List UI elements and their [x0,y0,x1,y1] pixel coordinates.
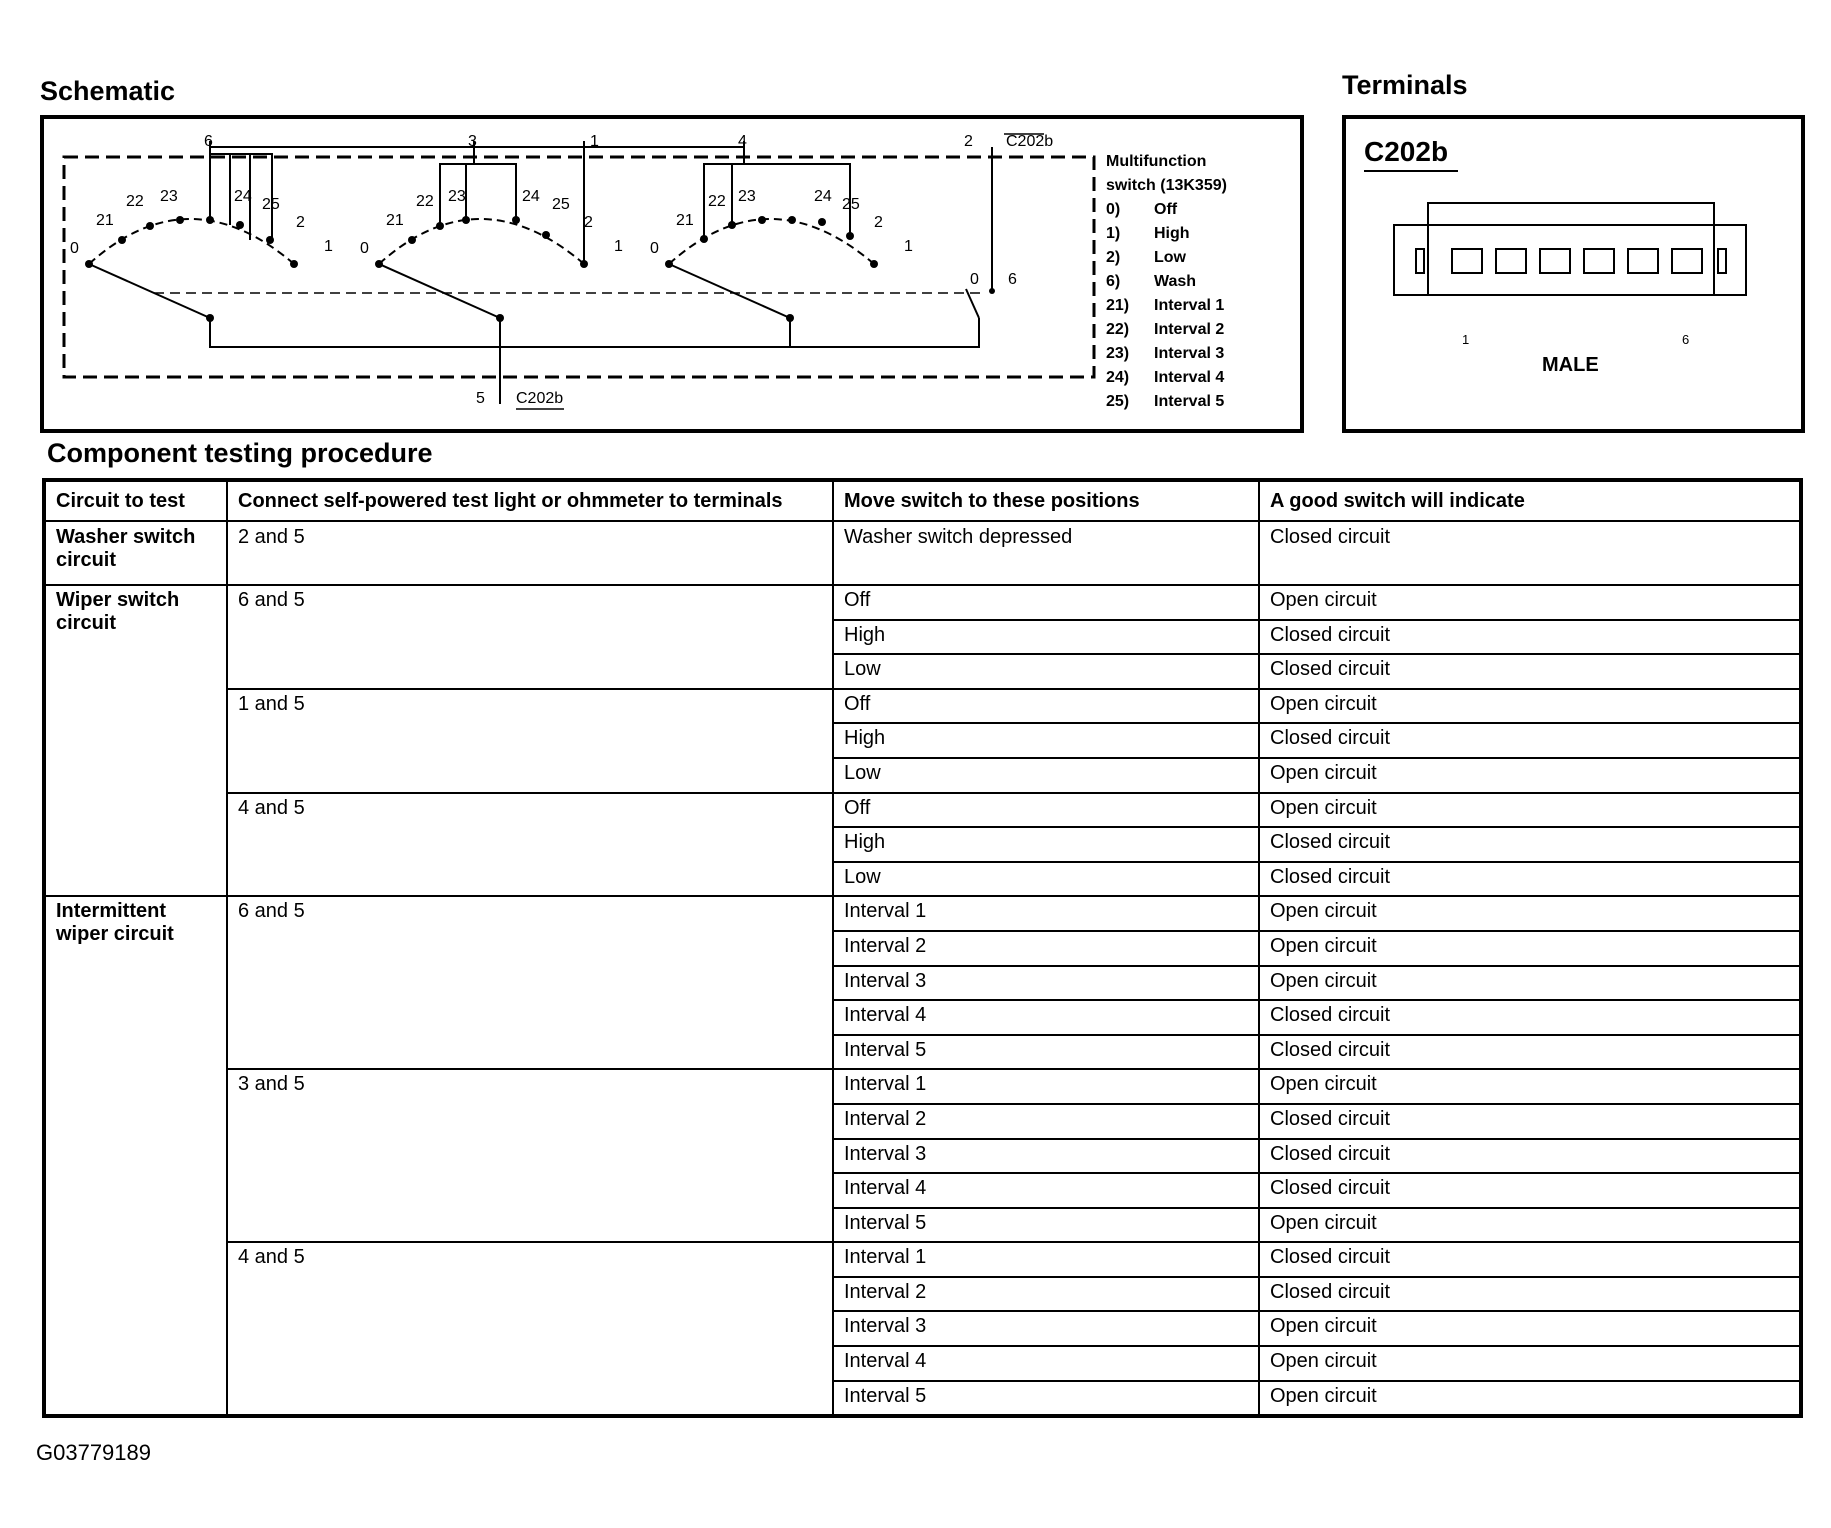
column-header: Move switch to these positions [833,480,1259,521]
switch-section-3 [665,141,878,322]
position-cell: High [833,620,1259,655]
position-cell: Interval 2 [833,931,1259,966]
position-cell: Interval 3 [833,1311,1259,1346]
position-cell: Off [833,585,1259,620]
pin-label: 6 [204,133,213,150]
position-label: 2 [296,214,305,231]
pin-cavity [1540,249,1570,273]
legend-title: switch (13K359) [1106,177,1227,194]
result-cell: Closed circuit [1259,1000,1801,1035]
legend-num: 22) [1106,321,1130,338]
pin-label: 5 [476,390,485,407]
pin-number: 6 [1682,332,1690,347]
pin-label: 4 [738,133,747,150]
position-cell: Interval 5 [833,1208,1259,1243]
result-cell: Open circuit [1259,1311,1801,1346]
result-cell: Open circuit [1259,1069,1801,1104]
switch-section-2 [375,141,588,322]
position-label: 22 [708,193,726,210]
pin-label: 2 [964,133,973,150]
position-cell: Interval 1 [833,896,1259,931]
result-cell: Open circuit [1259,931,1801,966]
result-cell: Closed circuit [1259,521,1801,585]
schematic-panel [40,115,1304,433]
position-cell: Interval 4 [833,1173,1259,1208]
legend-label: Low [1154,249,1186,266]
connector-id: C202b [1364,136,1449,167]
result-cell: Closed circuit [1259,1173,1801,1208]
position-cell: Interval 1 [833,1069,1259,1104]
result-cell: Open circuit [1259,1208,1801,1243]
terminals-cell: 3 and 5 [227,1069,833,1242]
legend-num: 2) [1106,249,1121,266]
terminals-title: Terminals [1342,70,1468,100]
table-row [44,1069,1801,1104]
legend-title: Multifunction [1106,153,1207,170]
position-label: 21 [676,212,694,229]
circuit-cell: Wiper switch circuit [44,585,227,896]
pin-cavity [1496,249,1526,273]
position-label: 21 [386,212,404,229]
wash-position-label: 6 [1008,271,1017,288]
legend-label: Interval 5 [1154,393,1225,410]
position-cell: Interval 1 [833,1242,1259,1277]
legend-label: High [1154,225,1190,242]
position-cell: Off [833,793,1259,828]
result-cell: Closed circuit [1259,827,1801,862]
position-label: 2 [584,214,593,231]
terminals-panel [1342,115,1805,433]
result-cell: Closed circuit [1259,654,1801,689]
result-cell: Open circuit [1259,758,1801,793]
position-label: 0 [360,240,369,257]
table-row [44,689,1801,724]
pin-label: 3 [468,133,477,150]
result-cell: Open circuit [1259,896,1801,931]
legend-num: 21) [1106,297,1130,314]
legend-num: 25) [1106,393,1130,410]
wash-position-label: 0 [970,271,979,288]
legend-label: Interval 3 [1154,345,1225,362]
position-label: 21 [96,212,114,229]
circuit-cell: Intermittent wiper circuit [44,896,227,1416]
connector-face-diagram [1346,119,1801,429]
table-row [44,896,1801,931]
terminals-cell: 1 and 5 [227,689,833,793]
result-cell: Closed circuit [1259,1139,1801,1174]
result-cell: Open circuit [1259,1346,1801,1381]
pin-cavity [1584,249,1614,273]
table-header-row [44,480,1801,521]
position-cell: Interval 3 [833,1139,1259,1174]
result-cell: Closed circuit [1259,1104,1801,1139]
position-cell: Interval 5 [833,1381,1259,1417]
result-cell: Open circuit [1259,1381,1801,1417]
pin-cavity [1672,249,1702,273]
result-cell: Closed circuit [1259,1277,1801,1312]
position-cell: High [833,723,1259,758]
position-label: 25 [552,196,570,213]
terminals-cell: 6 and 5 [227,585,833,689]
position-cell: Off [833,689,1259,724]
position-cell: Low [833,862,1259,897]
position-cell: Interval 4 [833,1346,1259,1381]
legend-label: Off [1154,201,1178,218]
position-cell: Interval 4 [833,1000,1259,1035]
position-label: 1 [614,238,623,255]
switch-housing [64,157,1094,377]
connector-label-bottom: C202b [516,390,564,407]
position-label: 1 [904,238,913,255]
result-cell: Open circuit [1259,585,1801,620]
position-cell: Low [833,758,1259,793]
legend-num: 6) [1106,273,1121,290]
legend-label: Interval 2 [1154,321,1225,338]
position-label: 24 [522,188,540,205]
position-label: 24 [814,188,832,205]
result-cell: Open circuit [1259,689,1801,724]
result-cell: Open circuit [1259,793,1801,828]
common-bus [210,318,979,347]
column-header: A good switch will indicate [1259,480,1801,521]
pin-label: 1 [590,133,599,150]
terminals-cell: 4 and 5 [227,793,833,897]
position-label: 25 [262,196,280,213]
schematic-title: Schematic [40,76,176,106]
result-cell: Closed circuit [1259,862,1801,897]
position-cell: High [833,827,1259,862]
table-row [44,793,1801,828]
position-label: 1 [324,238,333,255]
position-cell: Low [833,654,1259,689]
circuit-cell: Washer switch circuit [44,521,227,585]
position-label: 25 [842,196,860,213]
schematic-legend [1106,153,1227,410]
legend-label: Interval 1 [1154,297,1225,314]
component-testing-table [42,478,1803,1418]
connector-label-top: C202b [1006,133,1054,150]
legend-num: 0) [1106,201,1121,218]
terminals-cell: 6 and 5 [227,896,833,1069]
position-label: 22 [126,193,144,210]
column-header: Circuit to test [44,480,227,521]
switch-section-1 [85,141,744,322]
pin-number: 1 [1462,332,1470,347]
connector-gender: MALE [1542,354,1599,376]
table-row [44,1242,1801,1277]
result-cell: Closed circuit [1259,1035,1801,1070]
legend-num: 1) [1106,225,1121,242]
position-label: 0 [650,240,659,257]
legend-label: Interval 4 [1154,369,1225,386]
position-cell: Interval 5 [833,1035,1259,1070]
position-cell: Interval 2 [833,1104,1259,1139]
pin-cavity [1452,249,1482,273]
position-label: 23 [738,188,756,205]
result-cell: Open circuit [1259,966,1801,1001]
position-label: 0 [70,240,79,257]
position-label: 24 [234,188,252,205]
result-cell: Closed circuit [1259,723,1801,758]
position-label: 23 [160,188,178,205]
figure-id: G03779189 [36,1440,151,1465]
position-label: 23 [448,188,466,205]
terminals-cell: 4 and 5 [227,1242,833,1416]
wash-contact [989,288,995,294]
position-label: 2 [874,214,883,231]
legend-label: Wash [1154,273,1197,290]
legend-num: 24) [1106,369,1130,386]
position-cell: Interval 2 [833,1277,1259,1312]
position-cell: Interval 3 [833,966,1259,1001]
position-cell: Washer switch depressed [833,521,1259,585]
procedure-title: Component testing procedure [47,438,433,468]
column-header: Connect self-powered test light or ohmmeter to terminals [227,480,833,521]
result-cell: Closed circuit [1259,1242,1801,1277]
table-row [44,585,1801,620]
position-label: 22 [416,193,434,210]
schematic-diagram [44,119,1300,429]
terminals-cell: 2 and 5 [227,521,833,585]
pin-cavity [1628,249,1658,273]
result-cell: Closed circuit [1259,620,1801,655]
legend-num: 23) [1106,345,1130,362]
table-row [44,521,1801,585]
